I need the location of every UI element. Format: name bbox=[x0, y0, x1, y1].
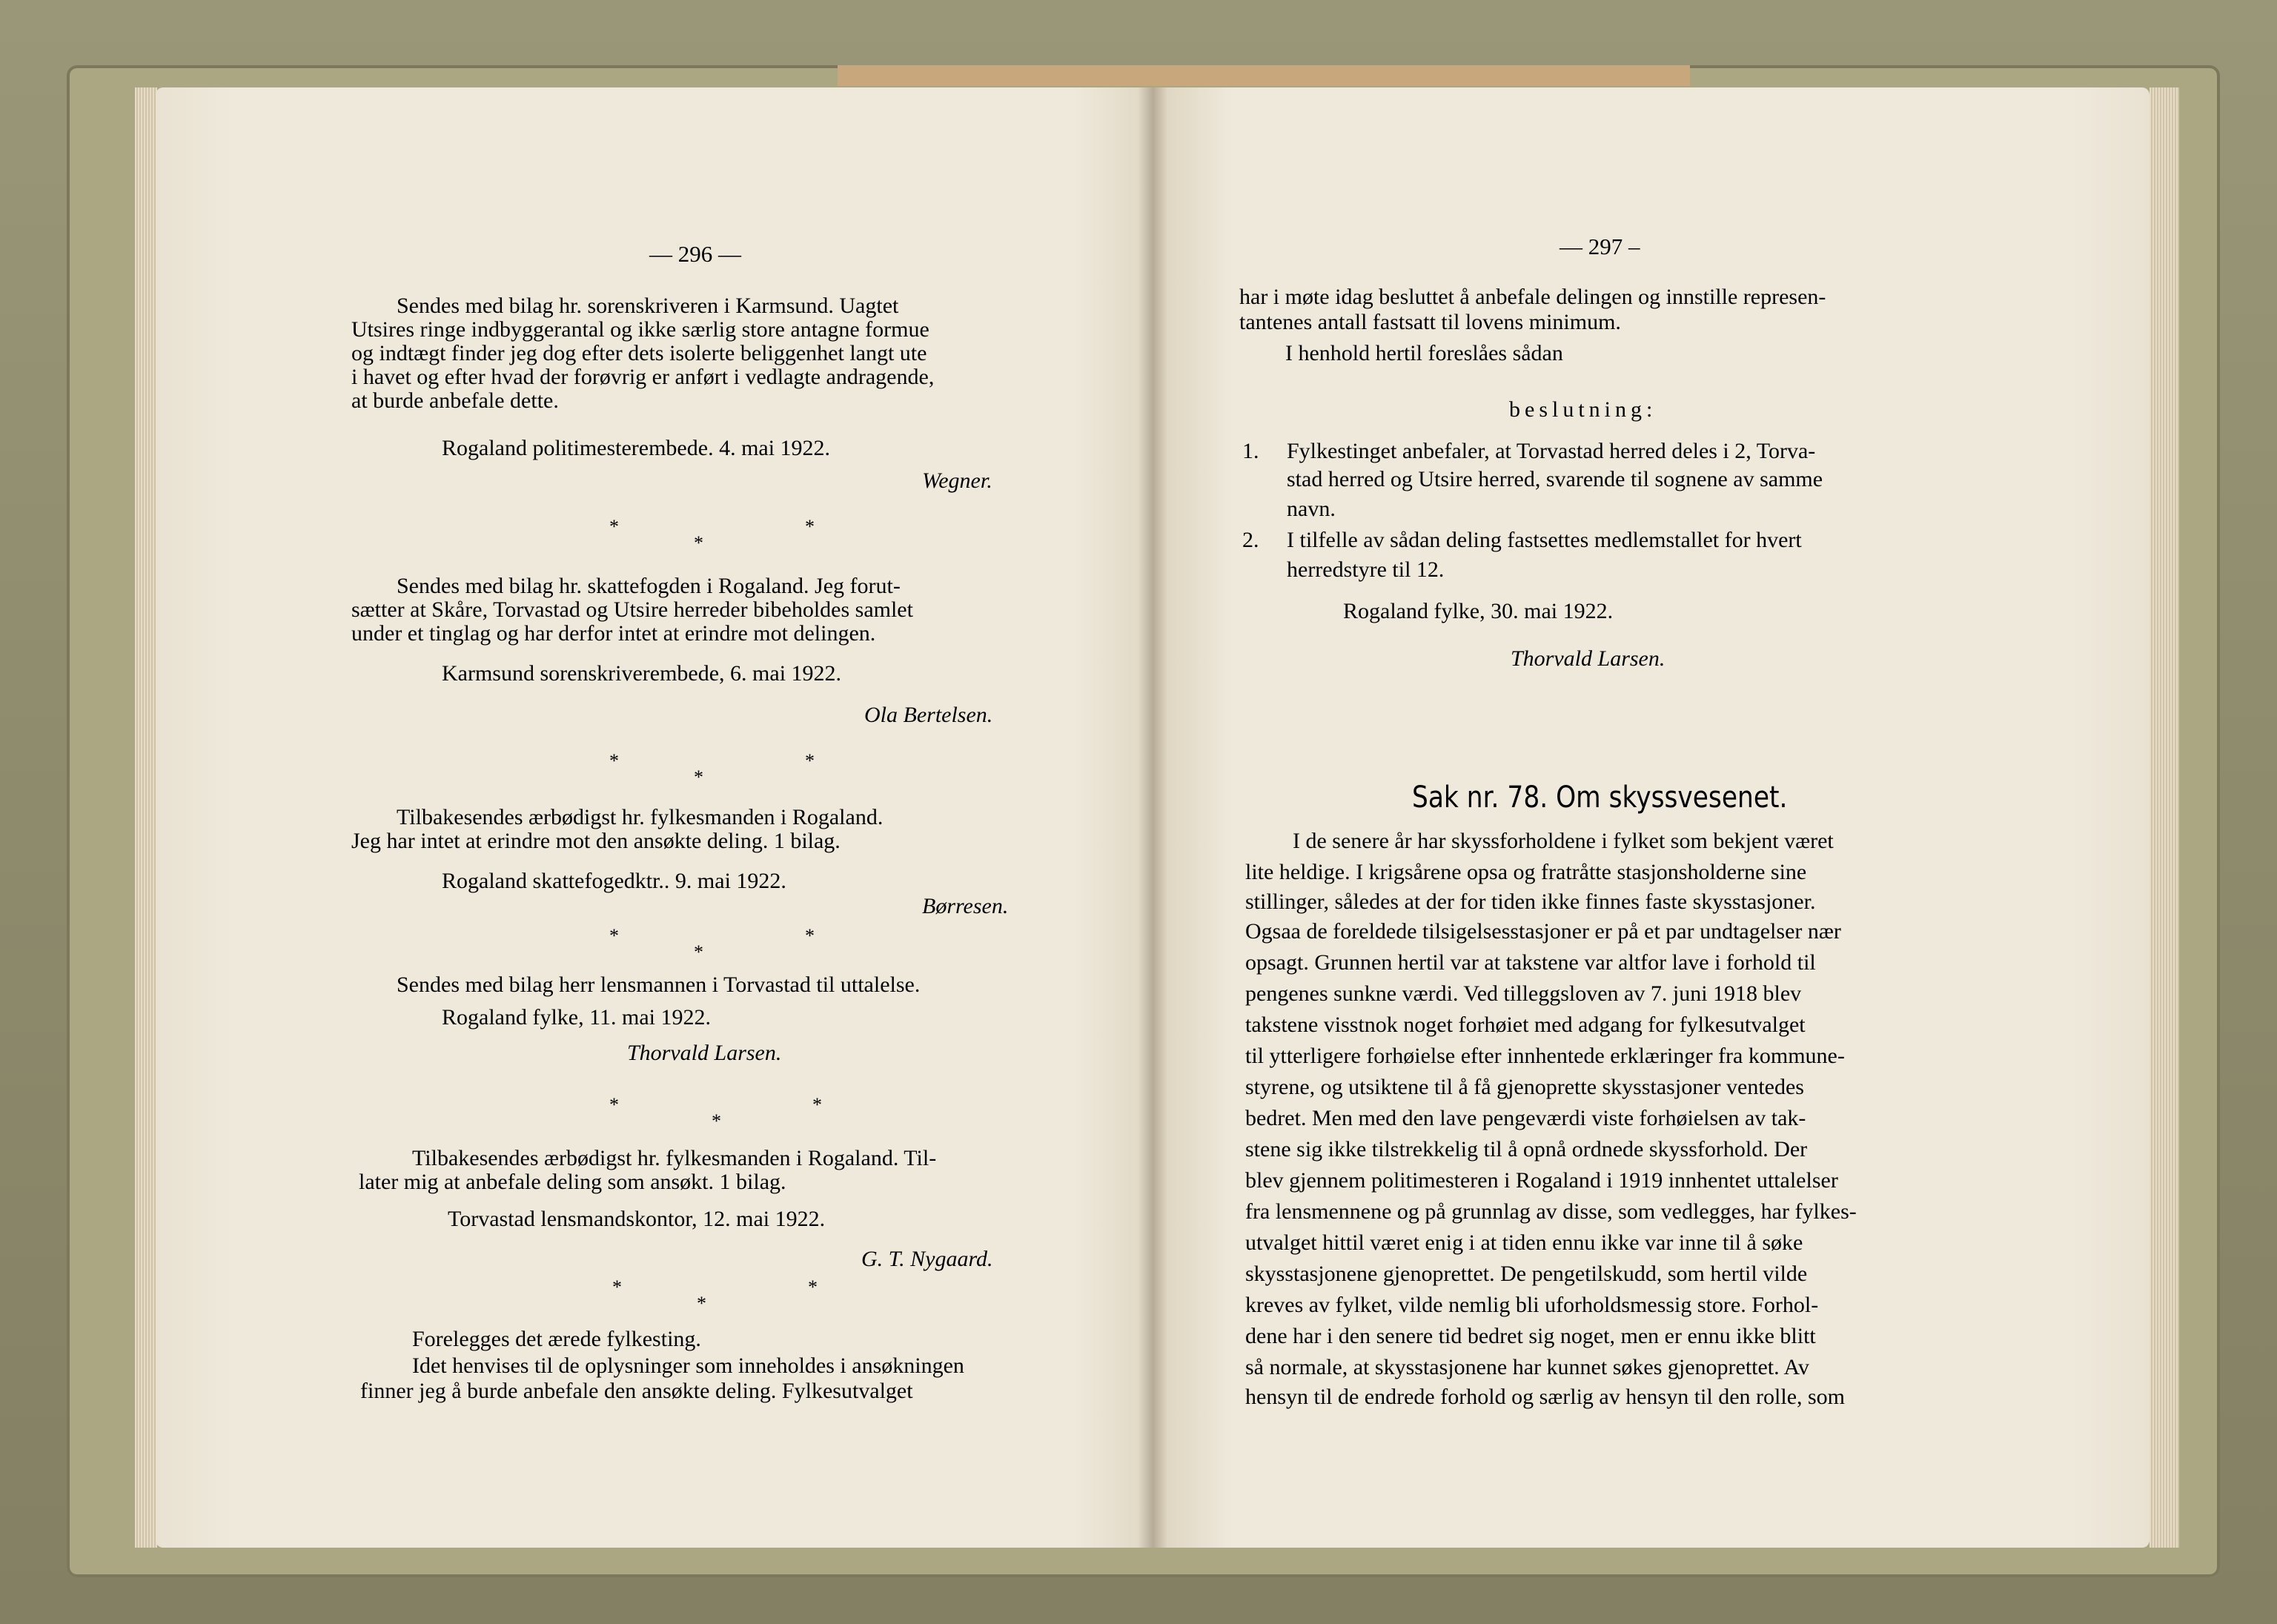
page-number: — 296 — bbox=[649, 241, 741, 267]
separator-star: * bbox=[808, 1276, 818, 1298]
signature: Børresen. bbox=[922, 894, 1009, 918]
text-line: Ogsaa de foreldede tilsigelsesstasjoner er på et par undtagelser nær bbox=[1245, 919, 1841, 944]
text-line: fra lensmennene og på grunnlag av disse, som vedlegges, har fylkes- bbox=[1245, 1199, 1857, 1224]
text-line: styrene, og utsiktene til å få gjenoprette skysstasjoner ventedes bbox=[1245, 1075, 1804, 1099]
text-line: til ytterligere forhøielse efter innhentede erklæringer fra kommune- bbox=[1245, 1044, 1845, 1068]
list-number: 2. bbox=[1242, 528, 1259, 552]
signature: Thorvald Larsen. bbox=[627, 1041, 782, 1065]
text-line: herredstyre til 12. bbox=[1287, 557, 1445, 582]
dateline: Rogaland politimesterembede. 4. mai 1922. bbox=[442, 436, 831, 460]
text-line: lite heldige. I krigsårene opsa og fratråtte stasjonsholderne sine bbox=[1245, 860, 1807, 884]
signature: Thorvald Larsen. bbox=[1511, 646, 1666, 671]
text-line: sætter at Skåre, Torvastad og Utsire herreder bibeholdes samlet bbox=[351, 597, 913, 622]
text-line: at burde anbefale dette. bbox=[351, 388, 559, 413]
section-heading: Sak nr. 78. Om skyssvesenet. bbox=[1412, 780, 1788, 815]
text-line: i havet og efter hvad der forøvrig er anført i vedlagte andragende, bbox=[351, 365, 935, 389]
text-line: utvalget hittil været enig i at tiden ennu ikke var inne til å søke bbox=[1245, 1230, 1803, 1255]
book-gutter bbox=[1138, 87, 1167, 1548]
dateline: Rogaland fylke, 30. mai 1922. bbox=[1343, 599, 1614, 623]
dateline: Rogaland skattefogedktr.. 9. mai 1922. bbox=[442, 869, 786, 893]
text-line: Fylkestinget anbefaler, at Torvastad herred deles i 2, Torva- bbox=[1287, 439, 1816, 463]
separator-star: * bbox=[609, 1094, 619, 1116]
separator-star: * bbox=[694, 766, 703, 788]
text-line: Jeg har intet at erindre mot den ansøkte deling. 1 bilag. bbox=[351, 829, 841, 853]
text-line: stillinger, således at der for tiden ikke finnes faste skysstasjoner. bbox=[1245, 889, 1816, 914]
text-line: tantenes antall fastsatt til lovens minimum. bbox=[1239, 310, 1621, 334]
text-line: I henhold hertil foreslåes sådan bbox=[1285, 341, 1563, 365]
separator-star: * bbox=[805, 516, 815, 537]
text-line: stene sig ikke tilstrekkelig til å opnå ordnede skyssforhold. Der bbox=[1245, 1137, 1808, 1161]
dateline: Karmsund sorenskriverembede, 6. mai 1922. bbox=[442, 661, 842, 686]
separator-star: * bbox=[609, 516, 619, 537]
separator-star: * bbox=[805, 750, 815, 772]
text-line: I tilfelle av sådan deling fastsettes medlemstallet for hvert bbox=[1287, 528, 1802, 552]
text-line: Sendes med bilag hr. sorenskriveren i Karmsund. Uagtet bbox=[397, 294, 899, 318]
text-line: kreves av fylket, vilde nemlig bli uforholdsmessig store. Forhol- bbox=[1245, 1293, 1819, 1317]
text-line: blev gjennem politimesteren i Rogaland i 1919 innhentet uttalelser bbox=[1245, 1168, 1838, 1193]
text-line: takstene visstnok noget forhøiet med adgang for fylkesutvalget bbox=[1245, 1012, 1806, 1037]
separator-star: * bbox=[697, 1293, 706, 1314]
separator-star: * bbox=[609, 925, 619, 947]
page-number: — 297 – bbox=[1560, 233, 1640, 259]
text-line: Sendes med bilag hr. skattefogden i Rogaland. Jeg forut- bbox=[397, 574, 901, 598]
text-line: Forelegges det ærede fylkesting. bbox=[412, 1327, 701, 1351]
signature: G. T. Nygaard. bbox=[861, 1247, 993, 1271]
text-line: så normale, at skysstasjonene har kunnet søkes gjenoprettet. Av bbox=[1245, 1355, 1809, 1379]
page-edges-right bbox=[2150, 87, 2179, 1548]
text-line: bedret. Men med den lave pengeværdi viste forhøielsen av tak- bbox=[1245, 1106, 1806, 1130]
text-line: Utsires ringe indbyggerantal og ikke særlig store antagne formue bbox=[351, 317, 929, 342]
signature: Ola Bertelsen. bbox=[864, 703, 993, 727]
text-line: Idet henvises til de oplysninger som inneholdes i ansøkningen bbox=[412, 1353, 964, 1378]
text-line: skysstasjonene gjenoprettet. De pengetilskudd, som hertil vilde bbox=[1245, 1262, 1808, 1286]
page-edges-left bbox=[135, 87, 157, 1548]
separator-star: * bbox=[812, 1094, 822, 1116]
separator-star: * bbox=[694, 941, 703, 963]
dateline: Rogaland fylke, 11. mai 1922. bbox=[442, 1005, 711, 1030]
text-line: Tilbakesendes ærbødigst hr. fylkesmanden i Rogaland. bbox=[397, 805, 884, 829]
list-number: 1. bbox=[1242, 439, 1259, 463]
text-line: Sendes med bilag herr lensmannen i Torvastad til uttalelse. bbox=[397, 972, 921, 997]
text-line: finner jeg å burde anbefale den ansøkte deling. Fylkesutvalget bbox=[360, 1379, 913, 1403]
separator-star: * bbox=[712, 1110, 721, 1132]
separator-star: * bbox=[694, 532, 703, 554]
text-line: opsagt. Grunnen hertil var at takstene var altfor lave i forhold til bbox=[1245, 950, 1816, 975]
text-line: stad herred og Utsire herred, svarende til sognene av samme bbox=[1287, 467, 1823, 491]
text-line: navn. bbox=[1287, 497, 1336, 521]
text-line: later mig at anbefale deling som ansøkt. 1 bilag. bbox=[359, 1170, 786, 1194]
signature: Wegner. bbox=[922, 468, 992, 493]
text-line: I de senere år har skyssforholdene i fylket som bekjent været bbox=[1293, 829, 1834, 853]
text-line: har i møte idag besluttet å anbefale delingen og innstille represen- bbox=[1239, 285, 1826, 309]
text-line: pengenes sunkne værdi. Ved tilleggsloven av 7. juni 1918 blev bbox=[1245, 981, 1802, 1006]
text-line: under et tinglag og har derfor intet at erindre mot delingen. bbox=[351, 621, 876, 646]
text-line: og indtægt finder jeg dog efter dets isolerte beliggenhet langt ute bbox=[351, 341, 927, 365]
text-line: hensyn til de endrede forhold og særlig av hensyn til den rolle, som bbox=[1245, 1385, 1846, 1409]
dateline: Torvastad lensmandskontor, 12. mai 1922. bbox=[448, 1207, 826, 1231]
text-line: dene har i den senere tid bedret sig noget, men er ennu ikke blitt bbox=[1245, 1324, 1816, 1348]
separator-star: * bbox=[805, 925, 815, 947]
separator-star: * bbox=[612, 1276, 622, 1298]
headband bbox=[838, 65, 1690, 86]
text-line: Tilbakesendes ærbødigst hr. fylkesmanden i Rogaland. Til- bbox=[412, 1146, 937, 1170]
resolution-heading: beslutning: bbox=[1509, 397, 1657, 422]
separator-star: * bbox=[609, 750, 619, 772]
